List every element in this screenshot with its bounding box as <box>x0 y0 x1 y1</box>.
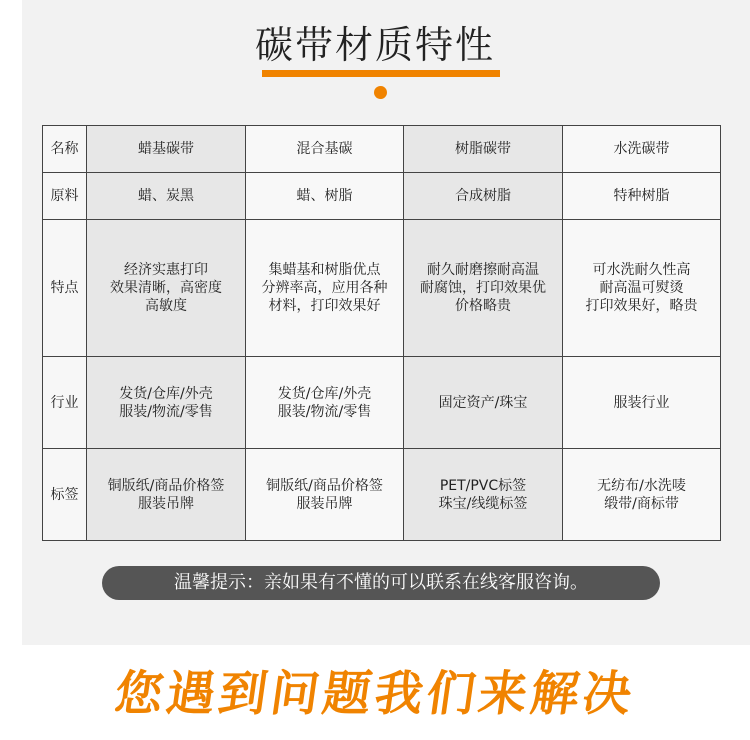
cell-line: 耐腐蚀，打印效果优 <box>420 280 546 297</box>
table-cell <box>87 173 246 220</box>
table-cell <box>404 173 563 220</box>
table-cell <box>246 173 404 220</box>
table-cell <box>246 449 404 541</box>
table-cell <box>246 357 404 449</box>
table-cell <box>404 357 563 449</box>
column-header: 水洗碳带 <box>563 126 721 173</box>
table-cell <box>87 449 246 541</box>
table-cell <box>87 220 246 357</box>
table-cell <box>246 220 404 357</box>
cell-line: 无纺布/水洗唛 <box>597 477 686 494</box>
cell-line: 蜡、炭黑 <box>138 188 194 205</box>
table-row <box>43 173 721 220</box>
cell-line: 服装吊牌 <box>138 495 194 512</box>
cell-line: 铜版纸/商品价格签 <box>107 477 225 494</box>
table-header-row <box>43 126 721 173</box>
cell-line: 服装/物流/零售 <box>277 403 372 420</box>
cell-line: 珠宝/线缆标签 <box>438 495 528 512</box>
cell-line: 服装吊牌 <box>296 495 353 512</box>
cell-line: PET/PVC标签 <box>439 477 527 494</box>
cell-line: 服装行业 <box>613 394 670 411</box>
cell-line: 蜡、树脂 <box>296 188 353 205</box>
cell-line: 发货/仓库/外壳 <box>119 385 213 402</box>
table-row <box>43 357 721 449</box>
cell-line: 固定资产/珠宝 <box>438 394 528 411</box>
cell-line: 高敏度 <box>145 298 187 315</box>
cell-line: 价格略贵 <box>455 298 511 315</box>
table-cell <box>404 449 563 541</box>
row-label: 特点 <box>43 220 87 357</box>
cell-line: 材料，打印效果好 <box>268 298 381 315</box>
cell-line: 经济实惠打印 <box>124 262 208 279</box>
table-cell <box>563 357 721 449</box>
cell-line: 效果清晰，高密度 <box>110 280 222 297</box>
table-row <box>43 220 721 357</box>
cell-line: 耐久耐磨擦耐高温 <box>427 262 539 279</box>
cell-line: 发货/仓库/外壳 <box>277 385 372 402</box>
cell-line: 集蜡基和树脂优点 <box>268 262 381 279</box>
row-label: 行业 <box>43 357 87 449</box>
column-header: 混合基碳 <box>246 126 404 173</box>
table-cell <box>87 357 246 449</box>
cell-line: 合成树脂 <box>455 188 511 205</box>
cell-line: 铜版纸/商品价格签 <box>266 477 383 494</box>
cell-line: 耐高温可熨烫 <box>599 280 684 297</box>
table-cell <box>404 220 563 357</box>
cell-line: 分辨率高，应用各种 <box>261 280 388 297</box>
table-cell <box>563 449 721 541</box>
column-header: 树脂碳带 <box>404 126 563 173</box>
spec-table <box>42 125 721 541</box>
page-title: 碳带材质特性 <box>254 23 495 67</box>
bottom-slogan: 您遇到问题我们来解决 <box>111 666 639 722</box>
table-cell <box>563 173 721 220</box>
tip-banner: 温馨提示：亲如果有不懂的可以联系在线客服咨询。 <box>102 566 660 600</box>
cell-line: 服装/物流/零售 <box>119 403 213 420</box>
cell-line: 可水洗耐久性高 <box>592 262 691 279</box>
row-label: 名称 <box>43 126 87 173</box>
table-row <box>43 449 721 541</box>
cell-line: 特种树脂 <box>613 188 670 205</box>
title-underline <box>262 70 500 77</box>
row-label: 标签 <box>43 449 87 541</box>
cell-line: 打印效果好，略贵 <box>585 298 698 315</box>
table-cell <box>563 220 721 357</box>
cell-line: 缎带/商标带 <box>604 495 679 512</box>
row-label: 原料 <box>43 173 87 220</box>
column-header: 蜡基碳带 <box>87 126 246 173</box>
title-dot <box>374 86 387 99</box>
